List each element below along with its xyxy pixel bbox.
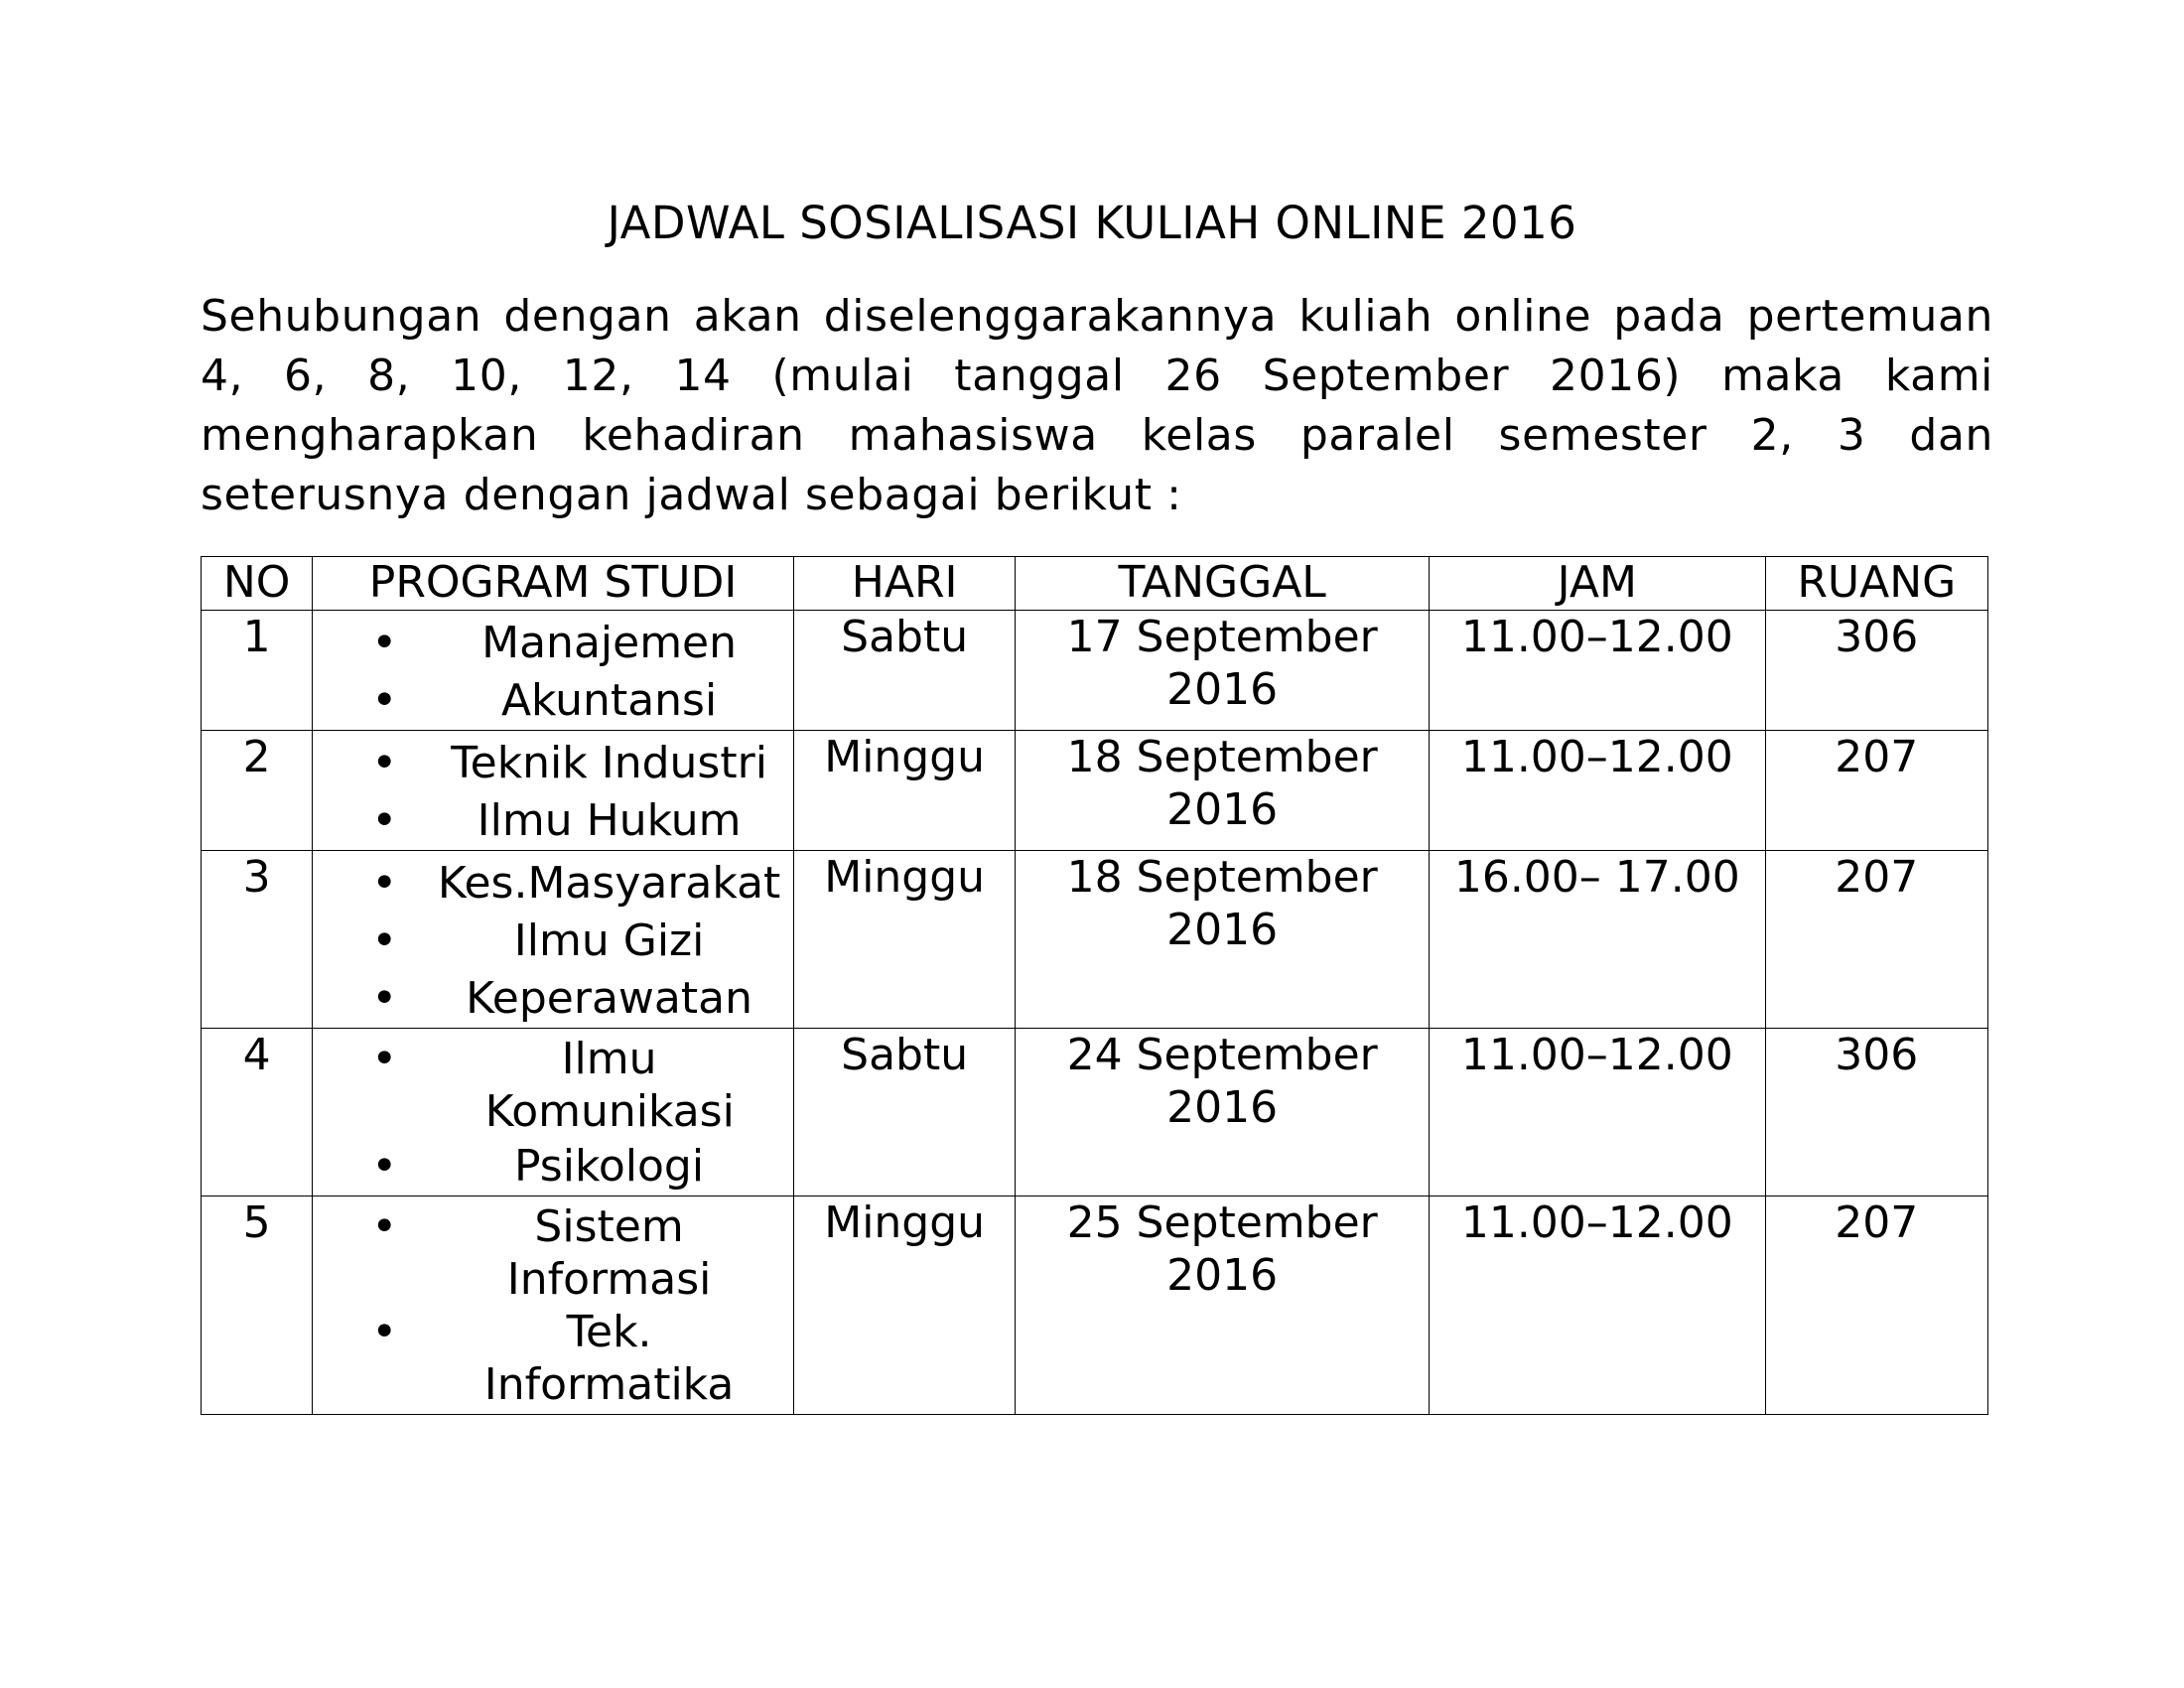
bullet-icon: •	[371, 1141, 398, 1192]
program-name: Manajemen	[481, 618, 738, 668]
cell-hari: Minggu	[793, 731, 1015, 851]
cell-ruang: 207	[1765, 851, 1987, 1029]
cell-hari: Sabtu	[793, 611, 1015, 731]
bullet-icon: •	[371, 1307, 398, 1357]
header-ruang: RUANG	[1765, 557, 1987, 611]
list-item	[371, 1033, 793, 1138]
header-no: NO	[202, 557, 313, 611]
program-name: Ilmu Komunikasi	[484, 1034, 735, 1137]
bullet-icon: •	[371, 795, 398, 846]
cell-ruang: 207	[1765, 1196, 1987, 1415]
list-item	[371, 615, 793, 672]
program-list	[313, 735, 793, 850]
program-name: Ilmu Gizi	[513, 915, 705, 966]
header-tanggal: TANGGAL	[1016, 557, 1430, 611]
header-program-studi: PROGRAM STUDI	[313, 557, 794, 611]
program-name: Sistem Informasi	[506, 1201, 712, 1305]
program-list	[313, 855, 793, 1028]
cell-tanggal	[1016, 1196, 1430, 1415]
tanggal-text: 17 September 2016	[1066, 612, 1378, 715]
cell-jam: 11.00–12.00	[1430, 1029, 1766, 1196]
tanggal-text: 18 September 2016	[1066, 852, 1378, 955]
program-name: Ilmu Hukum	[477, 795, 742, 846]
cell-hari: Sabtu	[793, 1029, 1015, 1196]
cell-program-studi	[313, 851, 794, 1029]
tanggal-text: 25 September 2016	[1066, 1197, 1378, 1301]
schedule-table	[201, 556, 1988, 1415]
program-name: Tek. Informatika	[483, 1307, 735, 1410]
cell-program-studi	[313, 1029, 794, 1196]
table-header-row	[202, 557, 1988, 611]
document-title: JADWAL SOSIALISASI KULIAH ONLINE 2016	[607, 197, 1577, 249]
header-hari: HARI	[793, 557, 1015, 611]
program-name: Akuntansi	[500, 675, 718, 726]
cell-no: 3	[202, 851, 313, 1029]
bullet-icon: •	[371, 915, 398, 966]
cell-no: 2	[202, 731, 313, 851]
bullet-icon: •	[371, 675, 398, 726]
bullet-icon: •	[371, 858, 398, 909]
cell-tanggal	[1016, 731, 1430, 851]
list-item	[371, 913, 793, 970]
cell-jam: 11.00–12.00	[1430, 1196, 1766, 1415]
list-item	[371, 792, 793, 850]
header-jam: JAM	[1430, 557, 1766, 611]
list-item	[371, 1200, 793, 1306]
list-item	[371, 970, 793, 1028]
list-item	[371, 855, 793, 913]
cell-ruang: 306	[1765, 1029, 1987, 1196]
list-item	[371, 1306, 793, 1411]
program-name: Kes.Masyarakat	[437, 858, 781, 909]
bullet-icon: •	[371, 1201, 398, 1252]
cell-jam: 11.00–12.00	[1430, 611, 1766, 731]
intro-paragraph: Sehubungan dengan akan diselenggarakannya kuliah online pada pertemuan 4, 6, 8, 10, 12, 14 (mulai tanggal 26 September 2016) maka kami mengharapkan kehadiran mahasiswa kelas paralel semester 2, 3 dan seterusnya dengan jadwal sebagai berikut :	[201, 291, 1993, 520]
cell-program-studi	[313, 611, 794, 731]
cell-hari: Minggu	[793, 1196, 1015, 1415]
cell-no: 5	[202, 1196, 313, 1415]
bullet-icon: •	[371, 973, 398, 1024]
bullet-icon: •	[371, 1034, 398, 1084]
table-row	[202, 731, 1988, 851]
program-name: Keperawatan	[466, 973, 752, 1024]
cell-tanggal	[1016, 851, 1430, 1029]
bullet-icon: •	[371, 738, 398, 788]
tanggal-text: 24 September 2016	[1066, 1030, 1378, 1133]
list-item	[371, 672, 793, 730]
cell-program-studi	[313, 731, 794, 851]
table-row	[202, 1029, 1988, 1196]
bullet-icon: •	[371, 618, 398, 668]
list-item	[371, 735, 793, 792]
program-name: Psikologi	[514, 1141, 705, 1192]
cell-jam: 11.00–12.00	[1430, 731, 1766, 851]
tanggal-text: 18 September 2016	[1066, 732, 1378, 835]
cell-ruang: 306	[1765, 611, 1987, 731]
program-name: Teknik Industri	[451, 738, 767, 788]
cell-no: 4	[202, 1029, 313, 1196]
cell-ruang: 207	[1765, 731, 1987, 851]
cell-jam: 16.00– 17.00	[1430, 851, 1766, 1029]
table-row	[202, 1196, 1988, 1415]
cell-program-studi	[313, 1196, 794, 1415]
cell-no: 1	[202, 611, 313, 731]
cell-tanggal	[1016, 611, 1430, 731]
program-list	[313, 615, 793, 730]
list-item	[371, 1138, 793, 1196]
table-row	[202, 611, 1988, 731]
cell-tanggal	[1016, 1029, 1430, 1196]
cell-hari: Minggu	[793, 851, 1015, 1029]
program-list	[313, 1033, 793, 1196]
program-list	[313, 1200, 793, 1411]
table-row	[202, 851, 1988, 1029]
